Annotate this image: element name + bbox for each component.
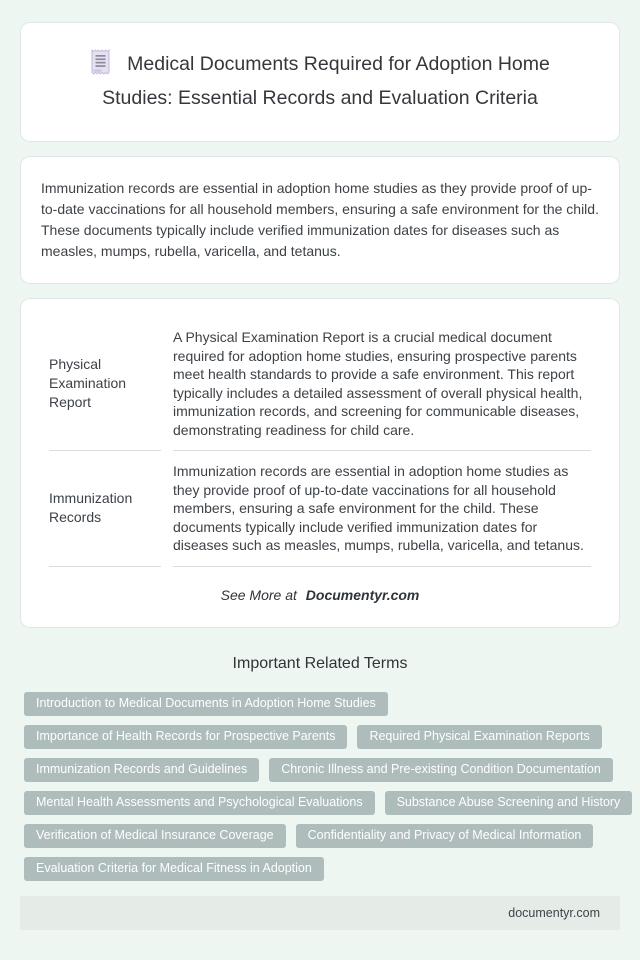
related-term-pill[interactable]: Confidentiality and Privacy of Medical Information <box>296 824 594 848</box>
footer-bar <box>20 896 620 930</box>
terms-table <box>37 317 603 567</box>
table-row <box>49 317 591 451</box>
intro-paragraph: Immunization records are essential in adoption home studies as they provide proof of up-to-date vaccinations for all household members, ensuring a safe environment for the child. These documents typically include verified immunization dates for diseases such as measles, mumps, rubella, varicella, and tetanus. <box>41 180 599 259</box>
see-more-site-link[interactable]: Documentyr.com <box>305 586 420 603</box>
page-title-text: Medical Documents Required for Adoption Home Studies: Essential Records and Evaluation Criteria <box>102 53 550 109</box>
related-term-pill[interactable]: Verification of Medical Insurance Coverage <box>24 824 286 848</box>
related-terms-heading: Important Related Terms <box>232 654 408 672</box>
pill-row <box>24 824 616 848</box>
title-card <box>20 22 620 142</box>
pill-row <box>24 725 616 749</box>
intro-card <box>20 156 620 284</box>
related-term-pill[interactable]: Evaluation Criteria for Medical Fitness in Adoption <box>24 857 324 881</box>
term-description: Immunization records are essential in adoption home studies as they provide proof of up-to-date vaccinations for all household members, ensuring a safe environment for the child. These documents typically include verified immunization dates for diseases such as measles, mumps, rubella, varicella, and tetanus. <box>173 451 591 567</box>
see-more-text: See More at <box>220 586 297 603</box>
related-term-pill[interactable]: Mental Health Assessments and Psychological Evaluations <box>24 791 375 815</box>
related-term-pill[interactable]: Immunization Records and Guidelines <box>24 758 259 782</box>
page-title <box>55 49 585 113</box>
see-more-line <box>37 587 603 603</box>
related-terms-list <box>20 692 620 881</box>
terms-table-card <box>20 298 620 628</box>
receipt-icon <box>90 49 111 84</box>
term-name: Physical Examination Report <box>49 317 161 451</box>
pill-row <box>24 692 616 716</box>
pill-row <box>24 791 621 815</box>
related-term-pill[interactable]: Importance of Health Records for Prospective Parents <box>24 725 347 749</box>
pill-row <box>24 758 616 782</box>
term-name: Immunization Records <box>49 451 161 567</box>
term-description: A Physical Examination Report is a crucial medical document required for adoption home studies, ensuring prospective parents meet health standards to provide a safe environment. This report typically includes a detailed assessment of overall physical health, immunization records, and screening for communicable diseases, demonstrating readiness for child care. <box>173 317 591 451</box>
related-term-pill[interactable]: Introduction to Medical Documents in Adoption Home Studies <box>24 692 388 716</box>
footer-site-label: documentyr.com <box>508 905 600 920</box>
related-term-pill[interactable]: Chronic Illness and Pre-existing Condition Documentation <box>269 758 613 782</box>
pill-row <box>24 857 616 881</box>
related-term-pill[interactable]: Substance Abuse Screening and History <box>385 791 633 815</box>
related-term-pill[interactable]: Required Physical Examination Reports <box>357 725 601 749</box>
table-row <box>49 451 591 567</box>
